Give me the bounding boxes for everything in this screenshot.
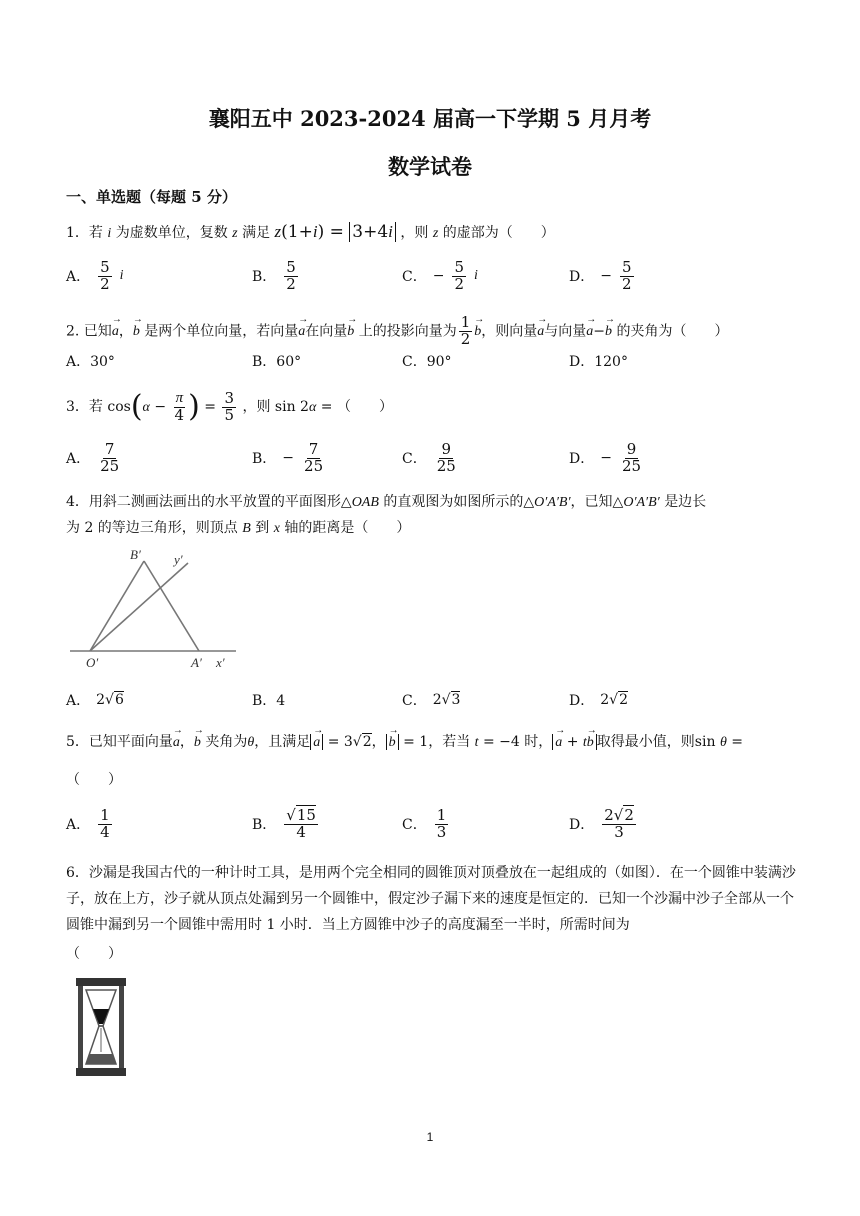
q3-option-a[interactable]: A． $\frac{7}{25}$ <box>66 440 120 475</box>
q5-option-a[interactable]: A． $\frac{1}{4}$ <box>66 806 110 841</box>
q1-option-d[interactable]: D． − $\frac{5}{2}$ <box>569 258 632 293</box>
q5-option-c[interactable]: C． $\frac{1}{3}$ <box>402 806 447 841</box>
label-a-prime: A′ <box>191 655 202 670</box>
section-heading: 一、单选题（每题 5 分） <box>66 188 237 206</box>
exam-subtitle: 数学试卷 <box>388 154 472 179</box>
page-number: 1 <box>426 1130 434 1144</box>
q2-option-a[interactable]: A．30° <box>66 354 115 370</box>
q2-option-d[interactable]: D．120° <box>569 354 628 370</box>
q5-option-b[interactable]: B． $\frac{√15}{4}$ <box>252 806 316 841</box>
q4-option-b[interactable]: B．4 <box>252 693 286 709</box>
label-y-prime: y′ <box>174 552 183 567</box>
question-5-blank: （ ） <box>66 772 122 788</box>
label-x-prime: x′ <box>216 655 225 670</box>
q5-option-d[interactable]: D． $\frac{2√2}{3}$ <box>569 806 634 841</box>
question-4-stem-line2: 为 2 的等边三角形，则顶点 B 到 x 轴的距离是（ ） <box>66 520 411 536</box>
hourglass-figure <box>72 976 132 1078</box>
q1-option-b[interactable]: B． $\frac{5}{2}$ <box>252 258 296 293</box>
q3-option-b[interactable]: B． − $\frac{7}{25}$ <box>252 440 324 475</box>
label-b-prime: B′ <box>130 547 141 562</box>
q2-option-b[interactable]: B．60° <box>252 354 302 370</box>
question-1-stem: 1．若 i 为虚数单位，复数 z 满足 z(1+i) = 3+4i ，则 z 的虚部为（ ） <box>66 222 555 242</box>
label-o-prime: O′ <box>86 655 99 670</box>
q4-figure <box>66 545 241 675</box>
q1-option-c[interactable]: C． − $\frac{5}{2}$ i <box>402 258 478 293</box>
q4-option-d[interactable]: D． 2√2 <box>569 692 628 709</box>
question-6-stem: 6．沙漏是我国古代的一种计时工具，是用两个完全相同的圆锥顶对顶叠放在一起组成的（如图）．在一个圆锥中装满沙子，放在上方，沙子就从顶点处漏到另一个圆锥中，假定沙子漏下来的速度是恒定的．已知一个沙漏中沙子全部从一个圆锥中漏到另一个圆锥中需用时 1 小时．当上方圆锥中沙子的高度漏至一半时，所需时间为 <box>66 865 796 933</box>
q2-option-c[interactable]: C．90° <box>402 354 452 370</box>
question-3-stem: 3．若 cos(α − $\frac{\pi}{4}$ ) = $\frac{3}{5}$ ，则 sin 2α = （ ） <box>66 388 393 424</box>
q4-option-a[interactable]: A． 2√6 <box>66 692 124 709</box>
q4-option-c[interactable]: C． 2√3 <box>402 692 461 709</box>
question-6-blank: （ ） <box>66 946 122 962</box>
question-2-stem: 2. 已知→ a，→ b 是两个单位向量，若向量→ a在向量→ b 上的投影向量为 $\frac{1}{2}$ → b，则向量→ a与向量→ a−→ b 的夹角为（ ） <box>66 315 728 348</box>
question-4-stem-line1: 4．用斜二测画法画出的水平放置的平面图形△OAB 的直观图为如图所示的△O′A′B′，已知△O′A′B′ 是边长 <box>66 494 707 510</box>
question-5-stem: 5．已知平面向量→ a，→ b 夹角为θ，且满足→ a = 3√2，→ b = 1，若当 t = −4 时，→ a + t→ b 取得最小值，则sin θ = <box>66 732 743 753</box>
exam-title: 襄阳五中 2023-2024 届高一下学期 5 月月考 <box>208 106 652 131</box>
q1-option-a[interactable]: A． $\frac{5}{2}$ i <box>66 258 124 293</box>
q3-option-d[interactable]: D． − $\frac{9}{25}$ <box>569 440 642 475</box>
q3-option-c[interactable]: C． $\frac{9}{25}$ <box>402 440 456 475</box>
